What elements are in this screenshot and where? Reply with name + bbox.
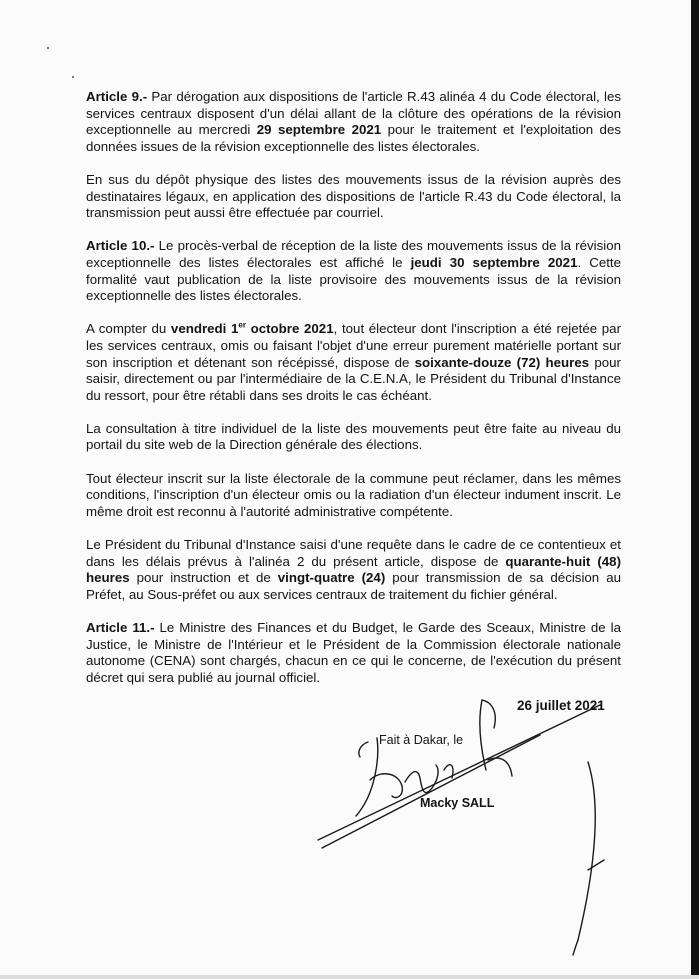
body-text: En sus du dépôt physique des listes des mouvements issus de la révision auprès des destinataires légaux, en application des dispositions de l'article R.43 du Code électoral, la transmission peut aussi être effectuée par courriel. <box>86 171 621 221</box>
signature-place: Fait à Dakar, le <box>379 733 464 747</box>
article-paragraph <box>86 421 621 454</box>
body-text: Tout électeur inscrit sur la liste électorale de la commune peut réclamer, dans les mêmes conditions, l'inscription d'un électeur omis ou la radiation d'un électeur indument inscrit. Le même droit est reconnu à l'autorité administrative compétente. <box>86 470 621 519</box>
body-text: Le Ministre des Finances et du Budget, le Garde des Sceaux, Ministre de la Justice, le Ministre de l'Intérieur et le Président de la Commission électorale nationale autonome (CENA) sont chargés, chacun en ce qui le concerne, de l'exécution du présent décret qui sera publié au journal officiel. <box>86 620 621 685</box>
article-paragraph <box>86 172 621 222</box>
decree-body <box>86 89 621 703</box>
emphasis-text: Article 11.- <box>86 620 155 635</box>
emphasis-text: jeudi 30 septembre 2021 <box>410 254 578 270</box>
emphasis-text: quarante-huit (48) heures <box>86 553 622 586</box>
emphasis-text: octobre 2021 <box>245 321 334 337</box>
body-text: pour le traitement et l'exploitation des données issues de la révision exceptionnelle des listes électorales. <box>86 122 621 154</box>
body-text: Le procès-verbal de réception de la liste des mouvements issus de la révision exceptionnelle des listes électorales est affiché le <box>86 238 621 270</box>
emphasis-text: er <box>238 320 246 330</box>
emphasis-text: vendredi 1 <box>170 321 239 337</box>
article-paragraph <box>86 471 621 521</box>
emphasis-text: 29 septembre 2021 <box>256 122 382 138</box>
article-paragraph-heading <box>86 89 621 155</box>
page-edge-shadow <box>691 0 699 979</box>
body-text: La consultation à titre individuel de la liste des mouvements peut être faite au niveau du portail du site web de la Direction générale des élections. <box>86 420 621 453</box>
signature-date: 26 juillet 2021 <box>517 698 605 713</box>
body-text: pour transmission de sa décision au Préfet, au Sous-préfet ou aux services centraux de traitement du fichier général. <box>86 570 621 602</box>
body-text: Le Président du Tribunal d'Instance saisi d'une requête dans le cadre de ce contentieux et dans les délais prévus à l'alinéa 2 du présent article, dispose de <box>86 537 621 569</box>
article-paragraph <box>86 321 621 404</box>
body-text: A compter du <box>86 321 171 337</box>
emphasis-text: vingt-quatre (24) <box>277 570 386 586</box>
body-text: Par dérogation aux dispositions de l'article R.43 alinéa 4 du Code électoral, les services centraux disposent d'un délai allant de la clôture des opérations de la révision exceptionnelle au mercredi <box>86 89 621 138</box>
article-paragraph <box>86 537 621 603</box>
body-text: pour saisir, directement ou par l'intermédiaire de la C.E.N.A, le Président du Tribunal d'Instance du ressort, pour être rétabli dans ses droits le cas échéant. <box>86 354 621 403</box>
paper-speck <box>72 76 74 78</box>
page-bottom-edge <box>0 975 699 979</box>
article-paragraph-heading <box>86 238 621 304</box>
body-text: . Cette formalité vaut publication de la liste provisoire des mouvements issus de la révision exceptionnelle des listes électorales. <box>86 254 622 304</box>
body-text: pour instruction et de <box>129 570 278 586</box>
article-paragraph-heading <box>86 620 621 686</box>
emphasis-text: Article 9.- <box>86 89 148 104</box>
body-text: , tout électeur dont l'inscription a été rejetée par les services centraux, omis ou faisant l'objet d'une erreur purement matérielle portant sur son inscription et détenant son récépissé, dispose de <box>86 321 621 370</box>
emphasis-text: soixante-douze (72) heures <box>414 354 590 370</box>
signer-name: Macky SALL <box>420 796 495 810</box>
paper-speck <box>47 47 49 49</box>
emphasis-text: Article 10.- <box>86 238 155 254</box>
